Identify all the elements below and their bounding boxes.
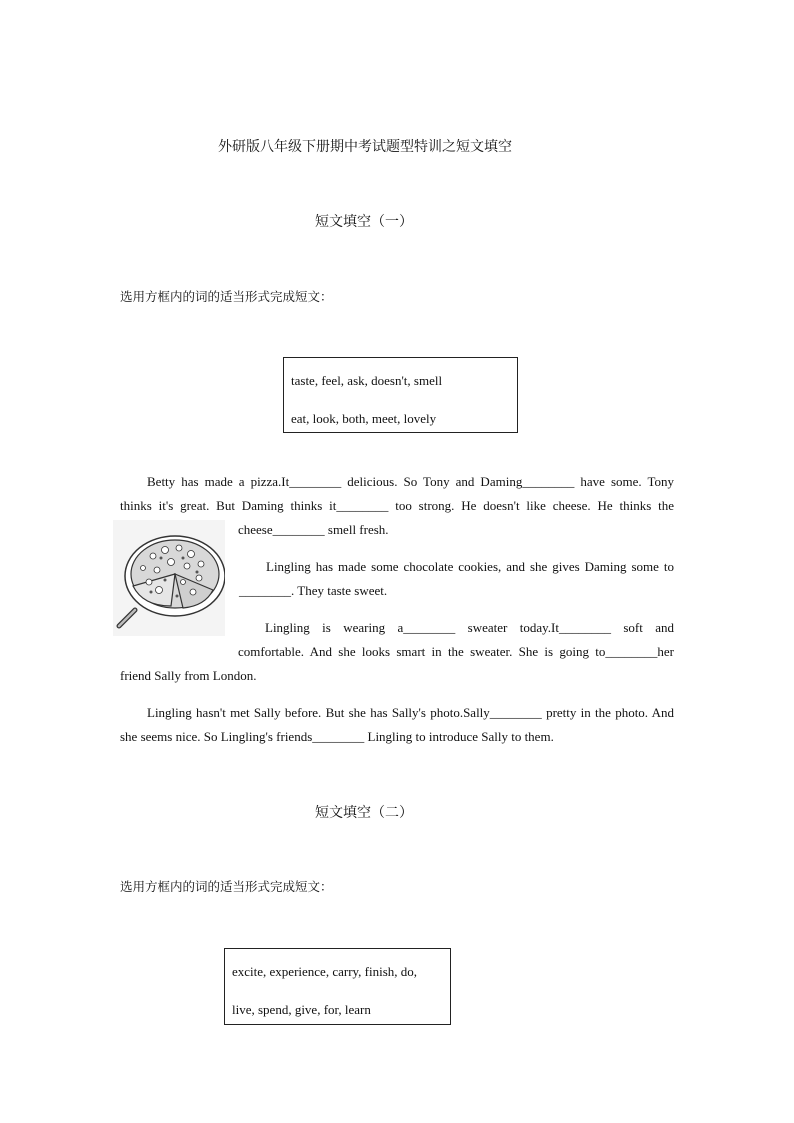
section-2-heading: 短文填空（二） — [315, 805, 413, 821]
section-2-instruction: 选用方框内的词的适当形式完成短文： — [120, 879, 333, 894]
section-1-heading: 短文填空（一） — [315, 214, 413, 230]
paragraph-1-text: Betty has made a pizza.It________ delicious. So Tony and Daming________ have some. Tony thinks it's great. But Daming thinks it________ too strong. He doesn't like cheese. He thinks the cheese________ smell fresh. — [120, 474, 674, 537]
word-box-line-1: excite, experience, carry, finish, do, — [232, 964, 418, 979]
paragraph-3: Lingling is wearing a________ sweater today.It________ soft and comfortable. And she looks smart in the sweater. She is going to________her friend Sally from London. — [120, 620, 674, 683]
section-1-instruction: 选用方框内的词的适当形式完成短文： — [120, 289, 333, 304]
paragraph-2: Lingling has made some chocolate cookies, and she gives Daming some to ________. They taste sweet. — [239, 559, 674, 598]
word-box-line-1: taste, feel, ask, doesn't, smell — [291, 373, 443, 388]
word-box-line-2: eat, look, both, meet, lovely — [291, 411, 437, 426]
paragraph-4: Lingling hasn't met Sally before. But she has Sally's photo.Sally________ pretty in the photo. And she seems nice. So Lingling's friends________ Lingling to introduce Sally to them. — [120, 705, 674, 744]
section-2-word-box — [224, 948, 451, 1025]
word-box-line-2: live, spend, give, for, learn — [232, 1002, 371, 1017]
section-1-word-box — [283, 357, 518, 433]
document-title: 外研版八年级下册期中考试题型特训之短文填空 — [218, 139, 512, 155]
